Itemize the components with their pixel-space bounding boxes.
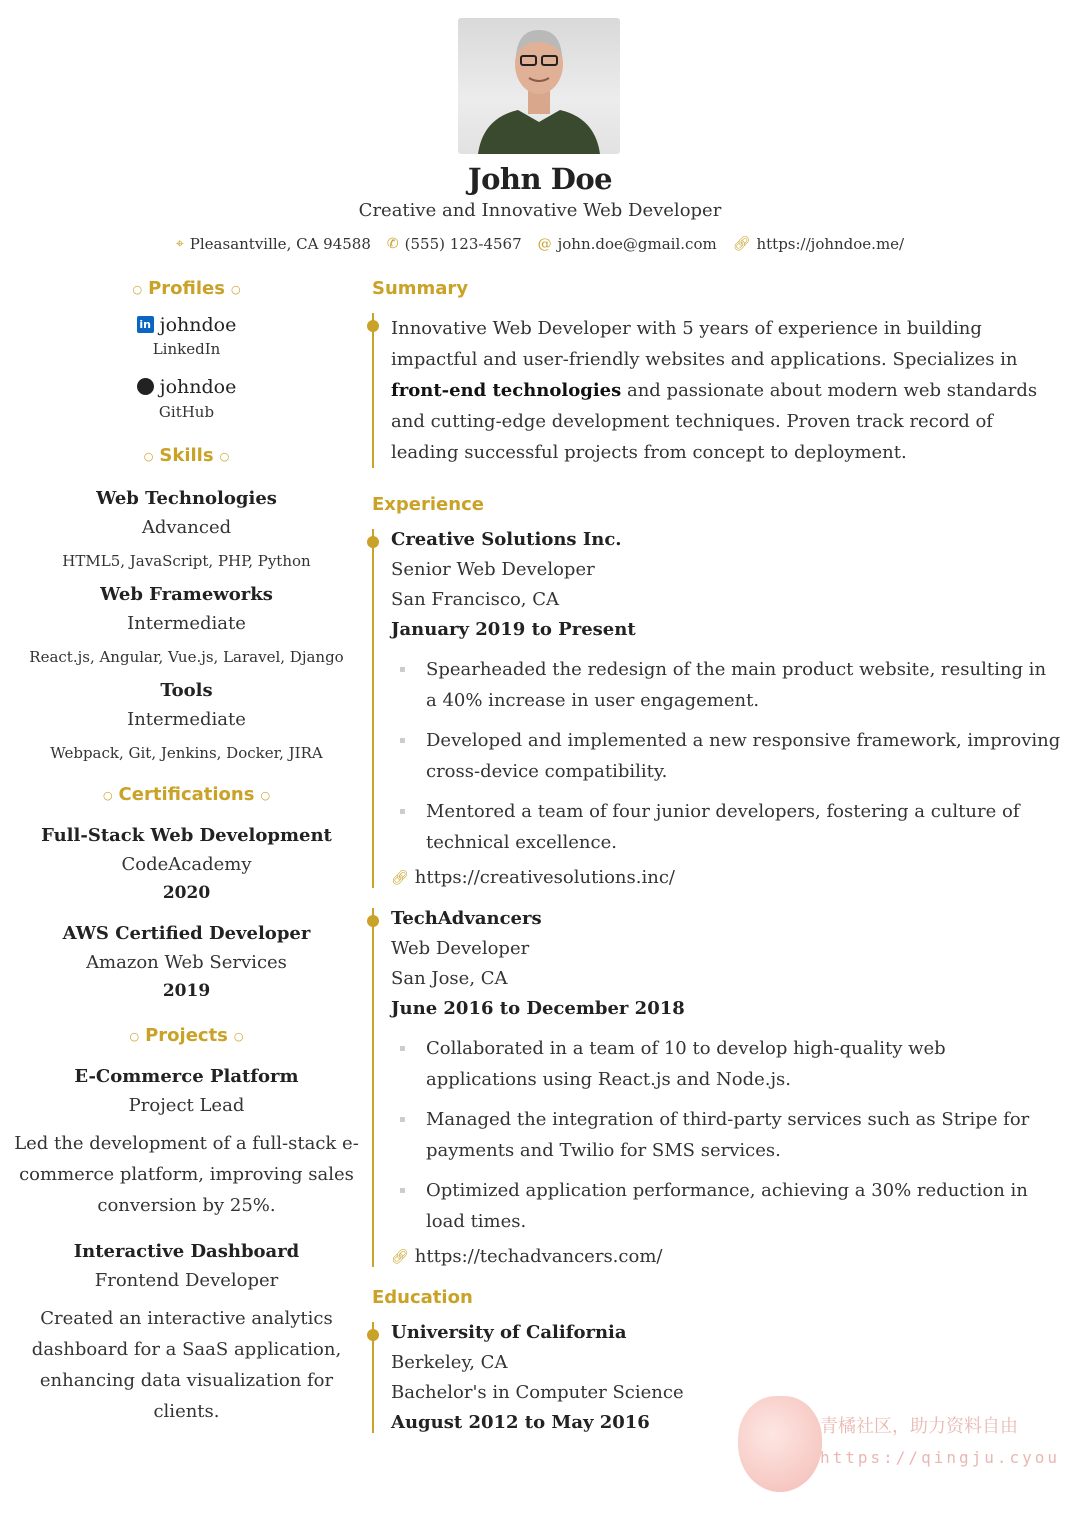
timeline-dot [367, 1329, 379, 1341]
skill-name: Web Technologies [96, 488, 277, 509]
project-item [14, 1241, 359, 1427]
section-heading-projects: ○ Projects ○ [129, 1025, 244, 1046]
linkedin-icon: in [137, 316, 154, 333]
education-degree: Bachelor's in Computer Science [391, 1382, 684, 1403]
profile-username: johndoe [159, 313, 237, 336]
website-item[interactable] [733, 235, 904, 253]
location-text: Pleasantville, CA 94588 [189, 235, 371, 253]
contact-bar [0, 235, 1080, 253]
skill-name: Web Frameworks [100, 584, 273, 605]
section-heading-skills: ○ Skills ○ [143, 445, 230, 466]
location-item [176, 235, 371, 253]
job-dates: January 2019 to Present [391, 619, 636, 640]
phone-icon: ✆ [386, 236, 399, 252]
email-item[interactable] [538, 235, 717, 253]
list-item: ▪ Optimized application performance, achieving a 30% reduction in load times. [391, 1175, 1062, 1237]
profile-network: GitHub [158, 403, 215, 421]
job-position: Web Developer [391, 938, 530, 959]
skill-keywords: HTML5, JavaScript, PHP, Python [62, 552, 311, 570]
company-link[interactable]: 🔗︎ https://creativesolutions.inc/ [391, 867, 675, 888]
sidebar [14, 278, 359, 1427]
list-item: ▪ Managed the integration of third-party services such as Stripe for payments and Twilio for SMS services. [391, 1104, 1062, 1166]
certification-date: 2019 [162, 981, 211, 1001]
email-text: john.doe@gmail.com [557, 235, 717, 253]
watermark-text: 青橘社区，助力资料自由 [820, 1416, 1018, 1437]
experience-item [372, 908, 1062, 1267]
profile-photo [458, 18, 620, 154]
skill-keywords: Webpack, Git, Jenkins, Docker, JIRA [50, 744, 323, 762]
watermark-logo [738, 1396, 822, 1492]
section-heading-experience: Experience [372, 494, 484, 515]
certification-item [14, 923, 359, 1001]
company-name: Creative Solutions Inc. [391, 529, 622, 550]
certification-issuer: CodeAcademy [121, 854, 252, 875]
project-title: Interactive Dashboard [73, 1241, 300, 1262]
section-heading-summary: Summary [372, 278, 469, 299]
skill-item [14, 488, 359, 570]
link-icon: 🔗︎ [732, 236, 751, 252]
project-item [14, 1066, 359, 1221]
highlights-list [391, 654, 1062, 858]
project-role: Frontend Developer [94, 1270, 279, 1291]
skill-level: Intermediate [127, 613, 246, 634]
github-icon [137, 378, 154, 395]
education-dates: August 2012 to May 2016 [391, 1412, 650, 1433]
profile-item[interactable] [14, 313, 359, 358]
job-position: Senior Web Developer [391, 559, 595, 580]
list-item: ▪ Developed and implemented a new responsive framework, improving cross-device compatibility. [391, 725, 1062, 787]
institution-name: University of California [391, 1322, 627, 1343]
project-role: Project Lead [128, 1095, 245, 1116]
job-dates: June 2016 to December 2018 [391, 998, 685, 1019]
company-link[interactable]: 🔗︎ https://techadvancers.com/ [391, 1246, 663, 1267]
job-location: San Francisco, CA [391, 589, 560, 610]
job-location: San Jose, CA [391, 968, 508, 989]
certification-issuer: Amazon Web Services [86, 952, 287, 973]
education-location: Berkeley, CA [391, 1352, 508, 1373]
candidate-name: John Doe [467, 162, 613, 196]
profile-item[interactable] [14, 376, 359, 422]
list-item: ▪ Mentored a team of four junior developers, fostering a culture of technical excellence. [391, 796, 1062, 858]
certification-title: AWS Certified Developer [62, 923, 311, 944]
list-item: ▪ Spearheaded the redesign of the main product website, resulting in a 40% increase in user engagement. [391, 654, 1062, 716]
link-icon: 🔗︎ [391, 1248, 409, 1265]
timeline-dot [367, 536, 379, 548]
skill-item [14, 680, 359, 762]
link-icon: 🔗︎ [391, 869, 409, 886]
section-heading-education: Education [372, 1287, 473, 1308]
project-description: Led the development of a full-stack e-commerce platform, improving sales conversion by 25%. [14, 1133, 359, 1216]
section-heading-certifications: ○ Certifications ○ [102, 784, 271, 805]
map-pin-icon: ⌖ [175, 236, 184, 252]
main-content [372, 278, 1062, 1453]
skill-level: Advanced [141, 517, 232, 538]
timeline-dot [367, 915, 379, 927]
timeline-dot [367, 320, 379, 332]
profile-username: johndoe [159, 375, 237, 398]
project-description: Created an interactive analytics dashboard for a SaaS application, enhancing data visualization for clients. [31, 1308, 342, 1422]
certification-item [14, 825, 359, 903]
skill-name: Tools [160, 680, 213, 701]
highlights-list [391, 1033, 1062, 1237]
experience-item [372, 529, 1062, 888]
certification-date: 2020 [162, 883, 211, 903]
summary-block [372, 313, 1062, 468]
skill-level: Intermediate [127, 709, 246, 730]
company-name: TechAdvancers [391, 908, 542, 929]
certification-title: Full-Stack Web Development [41, 825, 332, 846]
list-item: ▪ Collaborated in a team of 10 to develop high-quality web applications using React.js and Node.js. [391, 1033, 1062, 1095]
at-sign-icon: @ [537, 236, 552, 252]
profile-network: LinkedIn [152, 339, 221, 358]
phone-text: (555) 123-4567 [404, 235, 522, 253]
skill-keywords: React.js, Angular, Vue.js, Laravel, Django [29, 648, 344, 666]
summary-text: Innovative Web Developer with 5 years of experience in building impactful and user-friendly websites and applications. Specializes in front-end technologies and passionate about modern web standards and cutting-edge development techniques. Proven track record of leading successful projects from concept to deployment. [391, 318, 1038, 463]
phone-item[interactable] [387, 235, 522, 253]
watermark-url: https://qingju.cyou [820, 1448, 1061, 1467]
website-text: https://johndoe.me/ [756, 235, 905, 253]
project-title: E-Commerce Platform [74, 1066, 299, 1087]
skill-item [14, 584, 359, 666]
section-heading-profiles: ○ Profiles ○ [132, 278, 241, 299]
candidate-headline: Creative and Innovative Web Developer [358, 200, 722, 221]
